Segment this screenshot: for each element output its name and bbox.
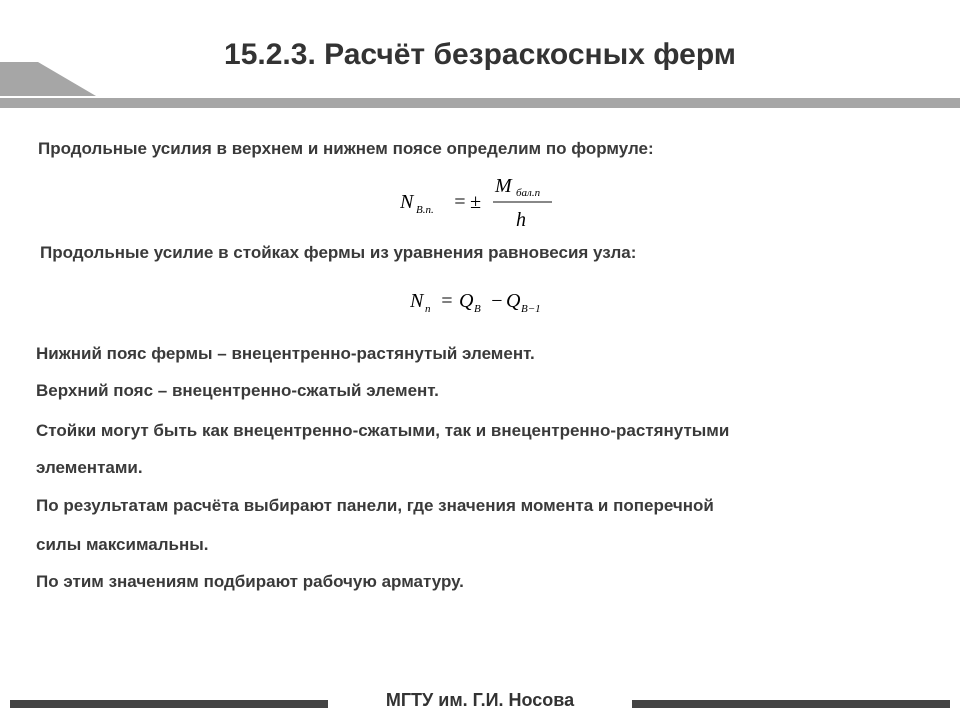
footer-bar-right: [632, 700, 950, 708]
formula-chord-force: [400, 168, 580, 238]
formula-2-term1-sub: B: [474, 303, 481, 315]
formula-2-minus: −: [490, 290, 504, 312]
formula-2-svg: [410, 285, 590, 321]
formula-1-svg: [400, 168, 580, 238]
formula-2-lhs: N: [410, 290, 424, 312]
formula-1-pm: ±: [470, 191, 481, 213]
body-line-4: элементами.: [36, 458, 143, 477]
body-line-3: Стойки могут быть как внецентренно-сжатыми, так и внецентренно-растянутыми: [36, 421, 730, 440]
formula-2-term2-sub: B−1: [521, 303, 541, 315]
formula-2-term2: Q: [506, 290, 521, 312]
body-line-2: Верхний пояс – внецентренно-сжатый элемент.: [36, 381, 439, 400]
formula-2-lhs-sub: п: [425, 303, 431, 315]
formula-1-equals: =: [453, 191, 467, 213]
formula-1-numerator: M: [495, 175, 512, 197]
formula-1-numerator-sub: бал.п: [516, 187, 541, 199]
slide-title: 15.2.3. Расчёт безраскосных ферм: [224, 38, 736, 71]
intro-text-2: Продольные усилие в стойках фермы из уравнения равновесия узла:: [40, 243, 637, 262]
intro-text-1: Продольные усилия в верхнем и нижнем поясе определим по формуле:: [38, 139, 654, 158]
header-rule: [0, 98, 960, 108]
formula-2-term1: Q: [459, 290, 474, 312]
footer-bar-left: [10, 700, 328, 708]
footer-institution: МГТУ им. Г.И. Носова: [385, 690, 575, 710]
formula-1-lhs: N: [400, 191, 414, 213]
formula-1-denominator: h: [516, 209, 526, 231]
body-line-6: силы максимальны.: [36, 535, 209, 554]
body-line-5: По результатам расчёта выбирают панели, где значения момента и поперечной: [36, 496, 714, 515]
body-line-7: По этим значениям подбирают рабочую арматуру.: [36, 572, 464, 591]
formula-post-force: [410, 285, 590, 321]
formula-2-equals: =: [440, 290, 454, 312]
body-line-1: Нижний пояс фермы – внецентренно-растянутый элемент.: [36, 344, 535, 363]
formula-1-lhs-sub: В.п.: [416, 204, 434, 216]
